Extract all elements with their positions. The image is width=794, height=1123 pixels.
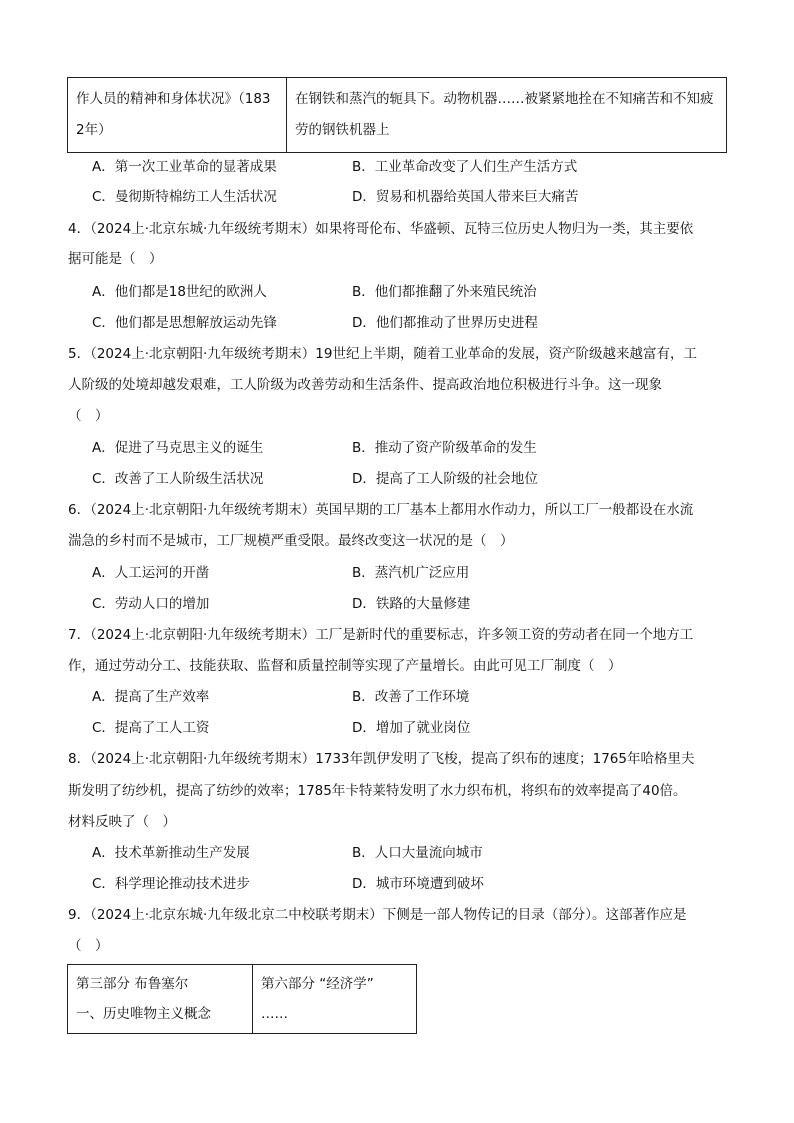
- q6-stem-line-2: 湍急的乡村而不是城市，工厂规模严重受限。最终改变这一状况的是（ ）: [68, 533, 514, 549]
- q5-option-b[interactable]: B．推动了资产阶级革命的发生: [352, 440, 537, 456]
- q3-option-b[interactable]: B．工业革命改变了人们生产生活方式: [352, 159, 578, 175]
- q7-option-a[interactable]: A．提高了生产效率: [92, 689, 210, 705]
- q4-option-d[interactable]: D．他们都推动了世界历史进程: [352, 315, 538, 331]
- q8-option-b[interactable]: B．人口大量流向城市: [352, 845, 483, 861]
- q6-stem-line-1: 6．（2024上·北京朝阳·九年级统考期末）英国早期的工厂基本上都用水作动力，所以工厂一般都设在水流: [68, 502, 694, 518]
- q7-option-b[interactable]: B．改善了工作环境: [352, 689, 470, 705]
- q5-stem-line-1: 5．（2024上·北京朝阳·九年级统考期末）19世纪上半期，随着工业革命的发展，资产阶级越来越富有，工: [68, 346, 697, 362]
- contents-right-cell: [253, 965, 417, 1034]
- q7-stem-line-2: 作，通过劳动分工、技能获取、监督和质量控制等实现了产量增长。由此可见工厂制度（ ）: [68, 658, 622, 674]
- q9-stem-line-2: （ ）: [68, 938, 109, 954]
- q3-option-d[interactable]: D．贸易和机器给英国人带来巨大痛苦: [352, 189, 579, 205]
- q8-option-a[interactable]: A．技术革新推动生产发展: [92, 845, 250, 861]
- q5-option-c[interactable]: C．改善了工人阶级生活状况: [92, 471, 264, 487]
- q6-option-c[interactable]: C．劳动人口的增加: [92, 596, 210, 612]
- q7-stem-line-1: 7．（2024上·北京朝阳·九年级统考期末）工厂是新时代的重要标志，许多领工资的劳动者在同一个地方工: [68, 627, 694, 643]
- q4-option-a[interactable]: A．他们都是18世纪的欧洲人: [92, 284, 267, 300]
- q4-stem-line-1: 4．（2024上·北京东城·九年级统考期末）如果将哥伦布、华盛顿、瓦特三位历史人物归为一类，其主要依: [68, 221, 694, 237]
- q6-option-d[interactable]: D．铁路的大量修建: [352, 596, 471, 612]
- material-table-right-cell: 在钢铁和蒸汽的轭具下。动物机器……被紧紧地拴在不知痛苦和不知疲劳的钢铁机器上: [287, 78, 727, 153]
- q8-stem-line-1: 8．（2024上·北京朝阳·九年级统考期末）1733年凯伊发明了飞梭，提高了织布的速度；1765年哈格里夫: [68, 751, 695, 767]
- q9-stem-line-1: 9．（2024上·北京东城·九年级北京二中校联考期末）下侧是一部人物传记的目录（部分）。这部著作应是: [68, 907, 687, 923]
- q6-option-b[interactable]: B．蒸汽机广泛应用: [352, 565, 470, 581]
- contents-part-six: 第六部分 “经济学”: [261, 976, 374, 992]
- contents-left-cell: [68, 965, 253, 1034]
- q4-stem-line-2: 据可能是（ ）: [68, 251, 163, 267]
- q8-option-d[interactable]: D．城市环境遭到破坏: [352, 876, 484, 892]
- q5-option-a[interactable]: A．促进了马克思主义的诞生: [92, 440, 264, 456]
- q3-option-c[interactable]: C．曼彻斯特棉纺工人生活状况: [92, 189, 277, 205]
- q5-stem-line-2: 人阶级的处境却越发艰难，工人阶级为改善劳动和生活条件、提高政治地位积极进行斗争。这一现象: [68, 377, 662, 393]
- q8-stem-line-3: 材料反映了（ ）: [68, 814, 176, 830]
- q7-option-d[interactable]: D．增加了就业岗位: [352, 720, 471, 736]
- material-table-left-cell: 作人员的精神和身体状况》（1832年）: [68, 78, 287, 153]
- q5-stem-line-3: （ ）: [68, 408, 109, 424]
- q5-option-d[interactable]: D．提高了工人阶级的社会地位: [352, 471, 538, 487]
- material-table: [67, 77, 727, 153]
- q8-option-c[interactable]: C．科学理论推动技术进步: [92, 876, 250, 892]
- contents-chapter-one: 一、历史唯物主义概念: [76, 1006, 211, 1022]
- q4-option-b[interactable]: B．他们都推翻了外来殖民统治: [352, 284, 537, 300]
- q8-stem-line-2: 斯发明了纺纱机，提高了纺纱的效率；1785年卡特莱特发明了水力织布机，将织布的效率提高了40倍。: [68, 783, 687, 799]
- q3-option-a[interactable]: A．第一次工业革命的显著成果: [92, 159, 277, 175]
- q4-option-c[interactable]: C．他们都是思想解放运动先锋: [92, 315, 277, 331]
- biography-contents-table: [67, 964, 417, 1034]
- q7-option-c[interactable]: C．提高了工人工资: [92, 720, 210, 736]
- contents-ellipsis: ……: [261, 1006, 288, 1022]
- q6-option-a[interactable]: A．人工运河的开凿: [92, 565, 210, 581]
- contents-part-three: 第三部分 布鲁塞尔: [76, 976, 189, 992]
